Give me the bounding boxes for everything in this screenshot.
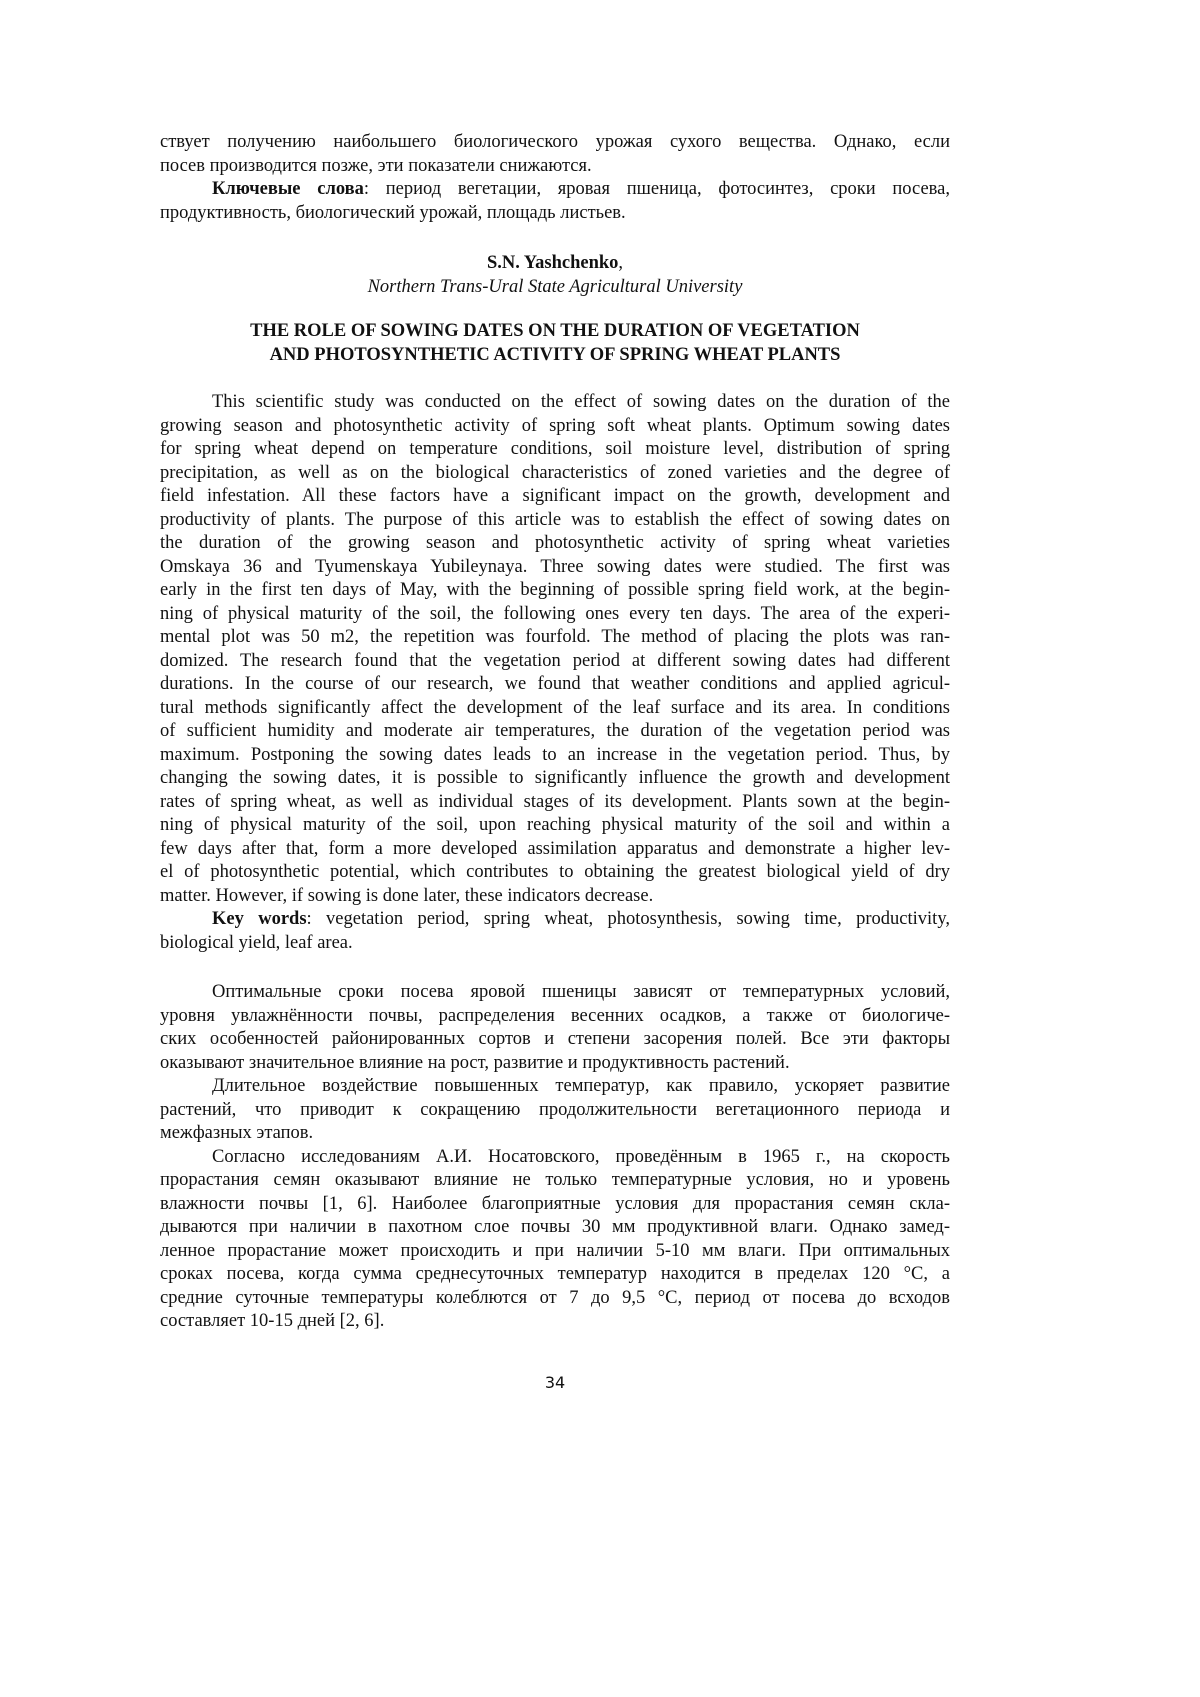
text-line: rates of spring wheat, as well as individual stages of its development. Plants sown at the begin- xyxy=(160,791,950,815)
text-line: tural methods significantly affect the development of the leaf surface and its area. In conditions xyxy=(160,697,950,721)
text-line: ning of physical maturity of the soil, upon reaching physical maturity of the soil and within a xyxy=(160,814,950,838)
text-line: влажности почвы [1, 6]. Наиболее благоприятные условия для прорастания семян скла- xyxy=(160,1193,950,1217)
text-line: прорастания семян оказывают влияние не только температурные условия, но и уровень xyxy=(160,1169,950,1193)
text-line: field infestation. All these factors have a significant impact on the growth, development and xyxy=(160,485,950,509)
top-section xyxy=(160,131,950,225)
text-line: Согласно исследованиям А.И. Носатовского, проведённым в 1965 г., на скорость xyxy=(160,1146,950,1170)
text-line: for spring wheat depend on temperature conditions, soil moisture level, distribution of spring xyxy=(160,438,950,462)
abstract xyxy=(160,391,950,955)
text-line: посев производится позже, эти показатели снижаются. xyxy=(160,155,950,179)
text-line: This scientific study was conducted on the effect of sowing dates on the duration of the xyxy=(160,391,950,415)
text-line: растений, что приводит к сокращению продолжительности вегетационного периода и xyxy=(160,1099,950,1123)
text-line: межфазных этапов. xyxy=(160,1122,950,1146)
text-line: precipitation, as well as on the biological characteristics of zoned varieties and the degree of xyxy=(160,462,950,486)
text-line: средние суточные температуры колеблются от 7 до 9,5 °С, период от посева до всходов xyxy=(160,1287,950,1311)
body-text xyxy=(160,981,950,1334)
text-line: ленное прорастание может происходить и при наличии 5-10 мм влаги. При оптимальных xyxy=(160,1240,950,1264)
text-line: few days after that, form a more developed assimilation apparatus and demonstrate a higher lev- xyxy=(160,838,950,862)
author-line: S.N. Yashchenko, xyxy=(160,252,950,276)
text-line: el of photosynthetic potential, which contributes to obtaining the greatest biological yield of dry xyxy=(160,861,950,885)
text-line: Omskaya 36 and Tyumenskaya Yubileynaya. Three sowing dates were studied. The first was xyxy=(160,556,950,580)
text-line: the duration of the growing season and photosynthetic activity of spring wheat varieties xyxy=(160,532,950,556)
article-title xyxy=(160,320,950,367)
page-number: 34 xyxy=(0,1371,1110,1395)
text-line: продуктивность, биологический урожай, площадь листьев. xyxy=(160,202,950,226)
text-line: Длительное воздействие повышенных температур, как правило, ускоряет развитие xyxy=(160,1075,950,1099)
text-line: changing the sowing dates, it is possible to significantly influence the growth and development xyxy=(160,767,950,791)
text-line: дываются при наличии в пахотном слое почвы 30 мм продуктивной влаги. Однако замед- xyxy=(160,1216,950,1240)
text-line: early in the first ten days of May, with the beginning of possible spring field work, at the begin- xyxy=(160,579,950,603)
author-block xyxy=(160,252,950,299)
title-line: THE ROLE OF SOWING DATES ON THE DURATION OF VEGETATION xyxy=(160,320,950,344)
text-line: уровня увлажнённости почвы, распределения весенних осадков, а также от биологиче- xyxy=(160,1005,950,1029)
text-line: of sufficient humidity and moderate air temperatures, the duration of the vegetation period was xyxy=(160,720,950,744)
text-line xyxy=(160,908,950,932)
text-line: mental plot was 50 m2, the repetition was fourfold. The method of placing the plots was ran- xyxy=(160,626,950,650)
keywords-text: : период вегетации, яровая пшеница, фотосинтез, сроки посева, xyxy=(364,179,950,199)
keywords-text: : vegetation period, spring wheat, photosynthesis, sowing time, productivity, xyxy=(307,909,950,929)
title-line: AND PHOTOSYNTHETIC ACTIVITY OF SPRING WHEAT PLANTS xyxy=(160,344,950,368)
text-line: biological yield, leaf area. xyxy=(160,932,950,956)
author-affiliation: Northern Trans-Ural State Agricultural University xyxy=(160,276,950,300)
text-line: matter. However, if sowing is done later, these indicators decrease. xyxy=(160,885,950,909)
text-line: Оптимальные сроки посева яровой пшеницы зависят от температурных условий, xyxy=(160,981,950,1005)
text-line: growing season and photosynthetic activity of spring soft wheat plants. Optimum sowing dates xyxy=(160,415,950,439)
text-line: domized. The research found that the vegetation period at different sowing dates had different xyxy=(160,650,950,674)
text-line: maximum. Postponing the sowing dates leads to an increase in the vegetation period. Thus, by xyxy=(160,744,950,768)
text-line: durations. In the course of our research, we found that weather conditions and applied agricul- xyxy=(160,673,950,697)
text-line: ствует получению наибольшего биологического урожая сухого вещества. Однако, если xyxy=(160,131,950,155)
text-line: оказывают значительное влияние на рост, развитие и продуктивность растений. xyxy=(160,1052,950,1076)
text-line: ских особенностей районированных сортов и степени засорения полей. Все эти факторы xyxy=(160,1028,950,1052)
text-line: ning of physical maturity of the soil, the following ones every ten days. The area of the experi- xyxy=(160,603,950,627)
text-line: сроках посева, когда сумма среднесуточных температур находится в пределах 120 °С, а xyxy=(160,1263,950,1287)
text-line: productivity of plants. The purpose of this article was to establish the effect of sowing dates on xyxy=(160,509,950,533)
text-line: составляет 10-15 дней [2, 6]. xyxy=(160,1310,950,1334)
text-line xyxy=(160,178,950,202)
author-name: S.N. Yashchenko xyxy=(487,253,618,273)
keywords-label: Ключевые слова xyxy=(212,179,364,199)
keywords-label: Key words xyxy=(212,909,307,929)
